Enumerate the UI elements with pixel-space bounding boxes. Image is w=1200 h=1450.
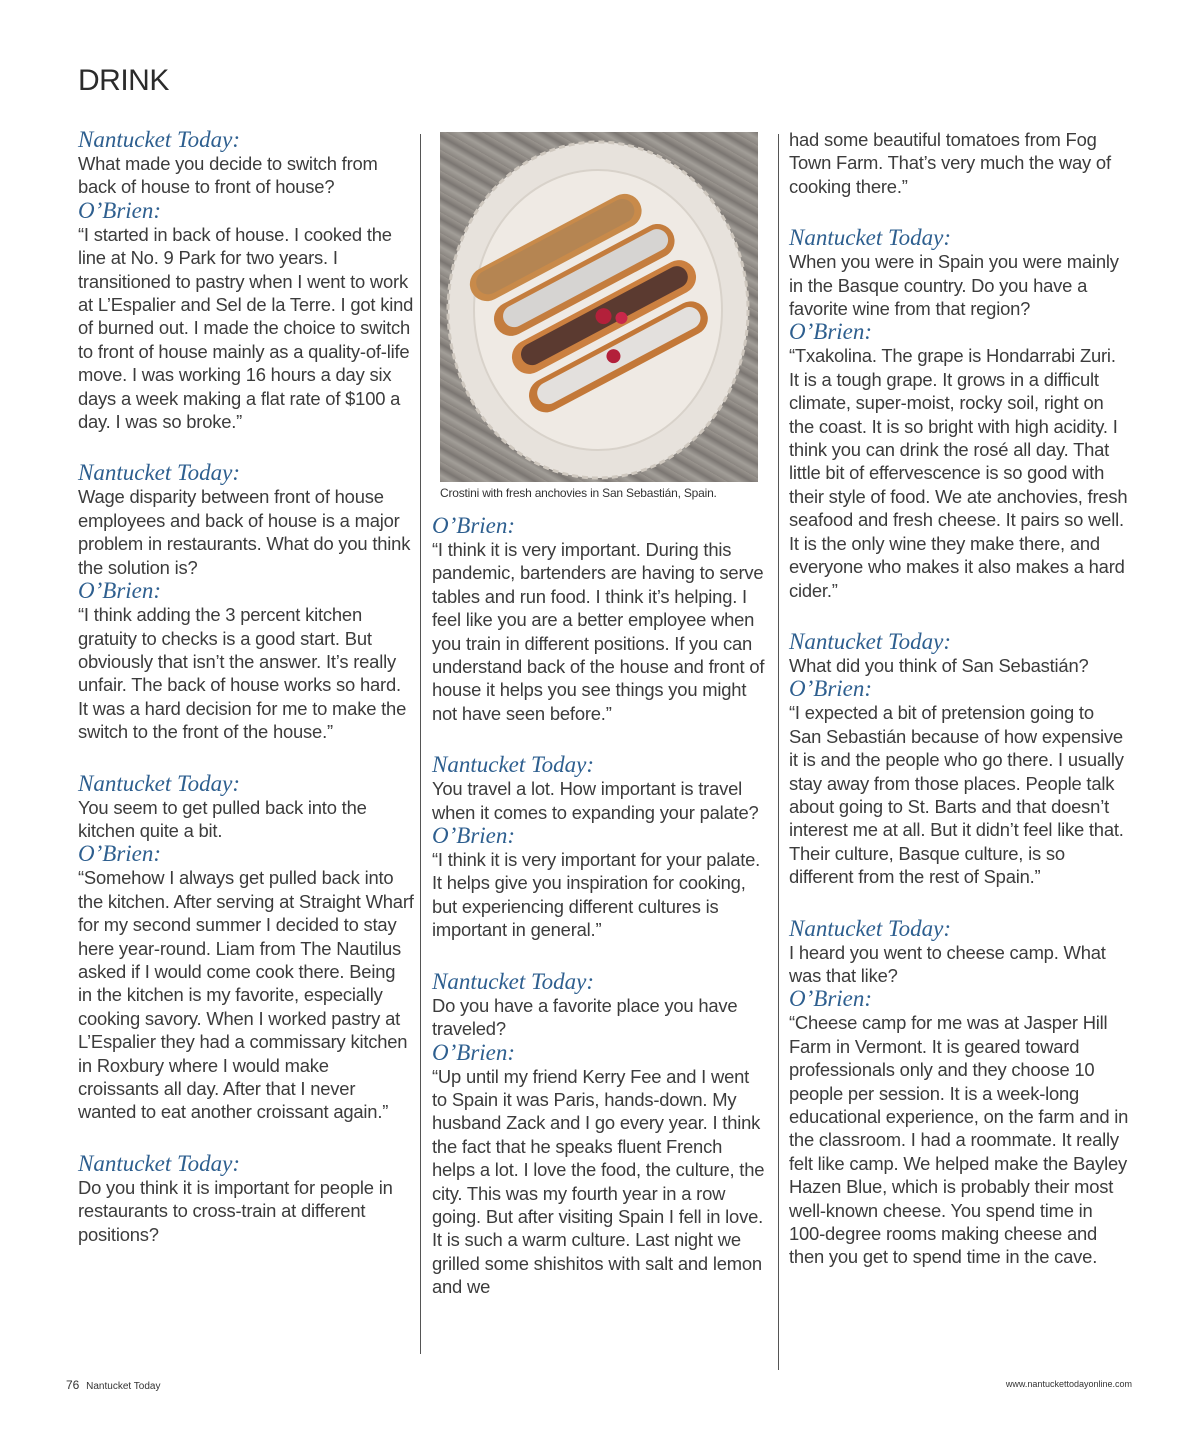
question-label: Nantucket Today: [78, 770, 241, 796]
answer-label: O’Brien: [432, 823, 516, 849]
qa-block [789, 917, 1129, 1269]
footer-url: www.nantuckettodayonline.com [1005, 1379, 1132, 1389]
answer-text: “I think it is very important for your palate. It helps give you inspiration for cooking, but experiencing different cultures is important in general.” [432, 849, 761, 941]
question-text: Do you think it is important for people in restaurants to cross-train at different positions? [78, 1176, 393, 1245]
column-3 [789, 128, 1129, 1297]
answer-label: O’Brien: [78, 197, 162, 223]
answer-text: “I think adding the 3 percent kitchen gratuity to checks is a good start. But obviously that isn’t the answer. It’s really unfair. The back of house works so hard. It was a hard decision for me to make the switch to the front of the house.” [78, 604, 407, 743]
question-label: Nantucket Today: [789, 225, 952, 251]
qa-block [78, 128, 414, 433]
answer-label: O’Brien: [78, 841, 162, 867]
question-text: What did you think of San Sebastián? [789, 654, 1089, 676]
question-text: You travel a lot. How important is travel when it comes to expanding your palate? [432, 778, 759, 823]
photo-caption: Crostini with fresh anchovies in San Sebastián, Spain. [440, 486, 717, 500]
answer-label: O’Brien: [432, 513, 516, 538]
question-label: Nantucket Today: [432, 752, 595, 778]
question-text: What made you decide to switch from back of house to front of house? [78, 153, 378, 198]
question-label: Nantucket Today: [78, 460, 241, 486]
continued-answer-text: had some beautiful tomatoes from Fog Town Farm. That’s very much the way of cooking there.” [789, 129, 1111, 197]
anchovy-crostini-photo [440, 132, 758, 482]
plate-illustration [440, 132, 758, 482]
answer-text: “Txakolina. The grape is Hondarrabi Zuri. It is a tough grape. It grows in a difficult climate, super-moist, rocky soil, right on the coast. It is so bright with high acidity. I think you can drink the rosé all day. That little bit of effervescence is so good with their style of food. We ate anchovies, fresh seafood and fresh cheese. It pairs so well. It is the only wine they make there, and everyone who makes it also makes a hard cider.” [789, 345, 1128, 601]
column-1 [78, 128, 414, 1274]
question-label: Nantucket Today: [789, 628, 952, 654]
qa-block [78, 772, 414, 1124]
qa-block [789, 226, 1129, 602]
qa-block [78, 461, 414, 743]
section-title: DRINK [78, 64, 169, 97]
question-text: You seem to get pulled back into the kitchen quite a bit. [78, 796, 367, 841]
answer-label: O’Brien: [78, 578, 162, 604]
continued-text-block [789, 128, 1129, 198]
answer-text: “Somehow I always get pulled back into the kitchen. After serving at Straight Wharf for my second summer I decided to stay here year-round. Liam from The Nautilus asked if I would come cook there. Being in the kitchen is my favorite, especially cooking savory. When I worked pastry at L’Espalier they had a commissary kitchen in Roxbury where I would make croissants all day. After that I never wanted to eat another croissant again.” [78, 867, 414, 1123]
column-divider [778, 134, 779, 1370]
qa-block [432, 970, 768, 1299]
question-label: Nantucket Today: [789, 915, 952, 941]
publication-name: Nantucket Today [86, 1381, 161, 1392]
qa-block [789, 630, 1129, 889]
answer-text: “I think it is very important. During this pandemic, bartenders are having to serve tables and run food. I think it’s helping. I feel like you are a better employee when you train in different positions. If you can understand back of the house and front of house it helps you see things you might not have seen before.” [432, 539, 765, 724]
answer-text: “I expected a bit of pretension going to San Sebastián because of how expensive it is and the people who go there. I usually stay away from those places. People talk about going to St. Barts and that doesn’t interest me at all. But it didn’t feel like that. Their culture, Basque culture, is so different from the rest of Spain.” [789, 702, 1124, 888]
qa-block [432, 753, 768, 941]
question-label: Nantucket Today: [78, 127, 241, 152]
qa-block [78, 1152, 414, 1246]
question-text: Do you have a favorite place you have traveled? [432, 994, 738, 1040]
question-label: Nantucket Today: [432, 968, 595, 994]
question-text: Wage disparity between front of house employees and back of house is a major problem in restaurants. What do you think the solution is? [78, 486, 411, 578]
question-text: I heard you went to cheese camp. What was that like? [789, 941, 1106, 986]
footer-left [66, 1378, 160, 1392]
column-divider [420, 134, 421, 1354]
answer-label: O’Brien: [432, 1039, 516, 1065]
qa-block [432, 514, 768, 725]
answer-text: “Up until my friend Kerry Fee and I went to Spain it was Paris, hands-down. My husband Zack and I go every year. I think the fact that he speaks fluent French helps a lot. I love the food, the culture, the city. This was my fourth year in a row going. But after visiting Spain I fell in love. It is such a warm culture. Last night we grilled some shishitos with salt and lemon and we [432, 1065, 765, 1298]
question-label: Nantucket Today: [78, 1150, 241, 1176]
answer-label: O’Brien: [789, 676, 873, 702]
answer-text: “I started in back of house. I cooked the line at No. 9 Park for two years. I transitioned to pastry when I went to work at L’Espalier and Sel de la Terre. I got kind of burned out. I made the choice to switch to front of house mainly as a quality-of-life move. I was working 16 hours a day six days a week making a flat rate of $100 a day. I was so broke.” [78, 223, 414, 433]
page-number: 76 [66, 1378, 80, 1392]
answer-label: O’Brien: [789, 319, 873, 345]
question-text: When you were in Spain you were mainly in the Basque country. Do you have a favorite wine from that region? [789, 251, 1119, 320]
column-2 [432, 128, 768, 1327]
answer-label: O’Brien: [789, 986, 873, 1012]
answer-text: “Cheese camp for me was at Jasper Hill Farm in Vermont. It is geared toward professionals only and they choose 10 people per session. It is a week-long educational experience, on the farm and in the classroom. I had a roommate. It really felt like camp. We helped make the Bayley Hazen Blue, which is probably their most well-known cheese. You spend time in 100-degree rooms making cheese and then you get to spend time in the cave. [789, 1012, 1129, 1268]
